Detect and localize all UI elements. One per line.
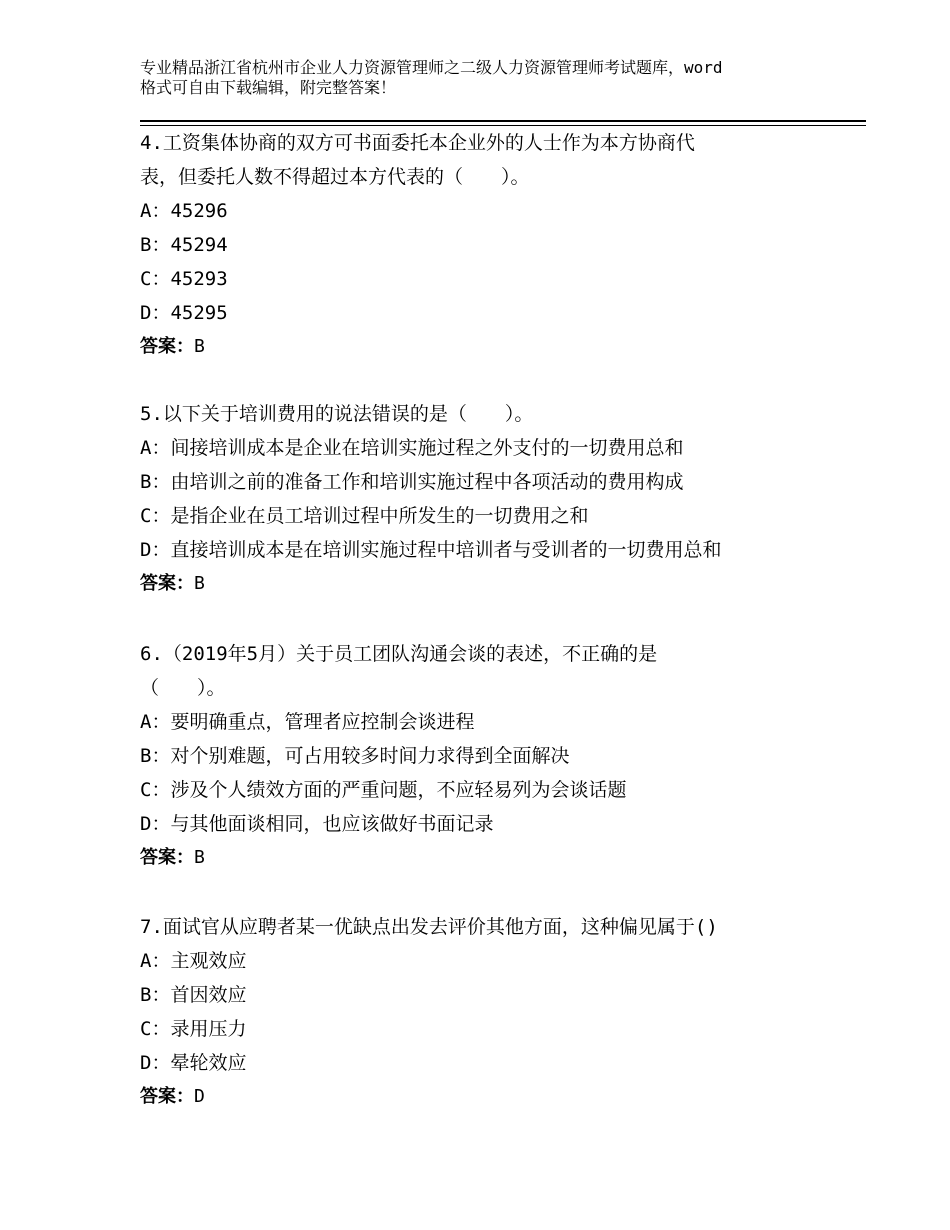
- answer-line: [140, 567, 860, 601]
- question-6: [140, 637, 860, 875]
- option-a: A：45296: [140, 200, 228, 222]
- option-b: B：首因效应: [140, 984, 247, 1006]
- option-d: D：45295: [140, 302, 228, 324]
- question-stem-line: 7.面试官从应聘者某一优缺点出发去评价其他方面，这种偏见属于(): [140, 916, 718, 938]
- document-header: [140, 58, 840, 98]
- answer-line: [140, 1080, 860, 1114]
- option-b: B：由培训之前的准备工作和培训实施过程中各项活动的费用构成: [140, 471, 684, 493]
- option-c: C：是指企业在员工培训过程中所发生的一切费用之和: [140, 505, 589, 527]
- option-c: C：涉及个人绩效方面的严重问题，不应轻易列为会谈话题: [140, 779, 627, 801]
- answer-value: B: [194, 336, 205, 357]
- option-d: D：与其他面谈相同，也应该做好书面记录: [140, 813, 494, 835]
- answer-line: [140, 841, 860, 875]
- question-stem-line: 6.（2019年5月）关于员工团队沟通会谈的表述，不正确的是: [140, 643, 658, 665]
- option-d: D：直接培训成本是在培训实施过程中培训者与受训者的一切费用总和: [140, 539, 722, 561]
- answer-value: B: [194, 847, 205, 868]
- question-5: [140, 397, 860, 601]
- question-stem-line: 4.工资集体协商的双方可书面委托本企业外的人士作为本方协商代: [140, 132, 695, 154]
- question-7: [140, 910, 860, 1114]
- option-b: B：45294: [140, 234, 228, 256]
- option-d: D：晕轮效应: [140, 1052, 247, 1074]
- option-c: C：录用压力: [140, 1018, 247, 1040]
- question-stem-line: 表，但委托人数不得超过本方代表的（ ）。: [140, 166, 530, 188]
- answer-label: 答案：: [140, 847, 194, 868]
- answer-label: 答案：: [140, 336, 194, 357]
- option-a: A：主观效应: [140, 950, 247, 972]
- question-stem-line: （ ）。: [140, 677, 226, 699]
- question-stem-line: 5.以下关于培训费用的说法错误的是（ ）。: [140, 403, 534, 425]
- option-a: A：要明确重点，管理者应控制会谈进程: [140, 711, 475, 733]
- question-4: [140, 126, 860, 364]
- answer-value: D: [194, 1086, 205, 1107]
- option-b: B：对个别难题，可占用较多时间力求得到全面解决: [140, 745, 570, 767]
- option-a: A：间接培训成本是企业在培训实施过程之外支付的一切费用总和: [140, 437, 684, 459]
- header-line-1: 专业精品浙江省杭州市企业人力资源管理师之二级人力资源管理师考试题库，word: [140, 58, 723, 77]
- header-rule-thick: [140, 120, 866, 122]
- answer-label: 答案：: [140, 573, 194, 594]
- header-line-2: 格式可自由下载编辑，附完整答案！: [140, 78, 397, 97]
- answer-value: B: [194, 573, 205, 594]
- option-c: C：45293: [140, 268, 228, 290]
- answer-label: 答案：: [140, 1086, 194, 1107]
- answer-line: [140, 330, 860, 364]
